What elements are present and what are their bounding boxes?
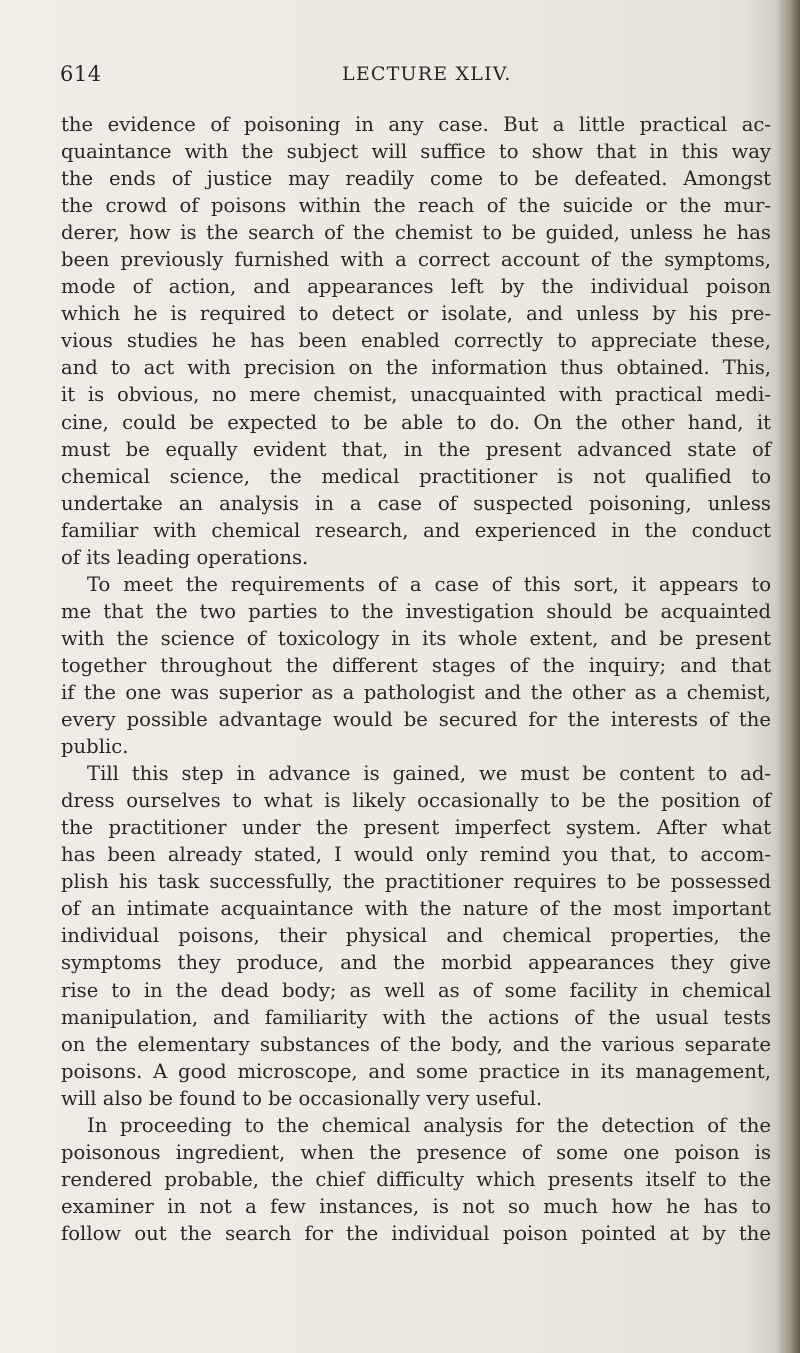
text-line: of its leading operations.: [61, 545, 309, 569]
text-line: follow out the search for the individual poison pointed at by the: [61, 1221, 771, 1245]
text-line: vious studies he has been enabled correctly to appreciate these,: [61, 329, 771, 353]
text-line: chemical science, the medical practitioner is not qualified to: [61, 464, 771, 488]
text-line: on the elementary substances of the body, and the various separate: [61, 1032, 771, 1056]
text-line: public.: [61, 735, 129, 759]
text-line: the ends of justice may readily come to be defeated. Amongst: [61, 167, 771, 191]
text-line: poisons. A good microscope, and some practice in its management,: [61, 1059, 771, 1083]
text-line: To meet the requirements of a case of this sort, it appears to: [87, 572, 771, 596]
text-line: will also be found to be occasionally very useful.: [61, 1086, 543, 1110]
page-edge-shadow: [776, 0, 800, 1353]
page-number: 614: [60, 62, 102, 86]
text-line: quaintance with the subject will suffice to show that in this way: [61, 140, 771, 164]
text-line: poisonous ingredient, when the presence of some one poison is: [61, 1140, 771, 1164]
text-line: together throughout the different stages of the inquiry; and that: [61, 653, 771, 677]
text-line: undertake an analysis in a case of suspected poisoning, unless: [61, 491, 771, 515]
text-line: rendered probable, the chief difficulty which presents itself to the: [61, 1167, 771, 1191]
text-line: every possible advantage would be secured for the interests of the: [61, 708, 771, 732]
text-line: if the one was superior as a pathologist and the other as a chemist,: [61, 680, 771, 704]
text-line: symptoms they produce, and the morbid appearances they give: [61, 951, 771, 975]
text-line: of an intimate acquaintance with the nature of the most important: [61, 897, 771, 921]
text-line: and to act with precision on the information thus obtained. This,: [61, 356, 771, 380]
text-line: individual poisons, their physical and chemical properties, the: [61, 924, 771, 948]
text-line: derer, how is the search of the chemist to be guided, unless he has: [61, 221, 771, 245]
text-line: manipulation, and familiarity with the actions of the usual tests: [61, 1005, 771, 1029]
text-line: familiar with chemical research, and experienced in the conduct: [61, 518, 771, 542]
text-line: Till this step in advance is gained, we must be content to ad-: [87, 762, 771, 786]
text-line: must be equally evident that, in the present advanced state of: [61, 437, 771, 461]
text-line: me that the two parties to the investigation should be acquainted: [61, 599, 771, 623]
text-line: with the science of toxicology in its whole extent, and be present: [61, 626, 771, 650]
text-line: rise to in the dead body; as well as of some facility in chemical: [61, 978, 771, 1002]
text-line: mode of action, and appearances left by the individual poison: [61, 275, 771, 299]
text-line: In proceeding to the chemical analysis for the detection of the: [87, 1113, 771, 1137]
text-line: which he is required to detect or isolate, and unless by his pre-: [61, 302, 771, 326]
text-line: cine, could be expected to be able to do. On the other hand, it: [61, 410, 771, 434]
text-line: plish his task successfully, the practitioner requires to be possessed: [61, 870, 771, 894]
text-line: the crowd of poisons within the reach of the suicide or the mur-: [61, 194, 771, 218]
text-line: has been already stated, I would only remind you that, to accom-: [61, 843, 771, 867]
text-line: dress ourselves to what is likely occasionally to be the position of: [61, 789, 771, 813]
text-line: been previously furnished with a correct account of the symptoms,: [61, 248, 771, 272]
text-line: the evidence of poisoning in any case. But a little practical ac-: [61, 113, 771, 136]
text-line: the practitioner under the present imperfect system. After what: [61, 816, 771, 840]
running-head: LECTURE XLIV.: [342, 63, 512, 85]
text-line: examiner in not a few instances, is not so much how he has to: [61, 1194, 771, 1218]
text-line: it is obvious, no mere chemist, unacquainted with practical medi-: [61, 383, 771, 407]
page-header: [60, 62, 770, 90]
body-text: [61, 111, 771, 1247]
